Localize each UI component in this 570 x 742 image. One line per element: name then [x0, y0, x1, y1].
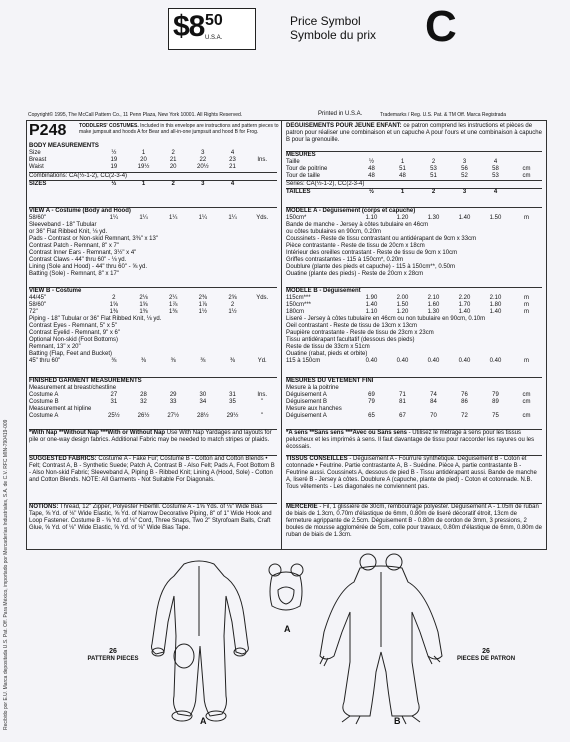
view-b-row: 44/45" 2 2⅛ 2¼ 2⅜ 2⅝ Yds.	[29, 295, 269, 301]
right-title: DEGUISEMENTS POUR JEUNE ENFANT:	[286, 123, 402, 129]
modele-a-note: Bande de manche - Jersey à côtes tubulaire en 46cm	[286, 222, 429, 228]
view-a-note: Contrast Claws - 44" thru 60" - ⅛ yd.	[29, 257, 127, 263]
mesures-title: MESURES	[286, 152, 316, 158]
series: Séries: CA(½-1-2), CC(2-3-4)	[286, 180, 542, 188]
sens-title: *A sens **Sans sens ***Avec ou Sans sens	[286, 430, 407, 436]
fini-section	[286, 377, 542, 420]
view-a-note: or 36" Flat Ribbed Knit, ⅛ yd.	[29, 229, 108, 235]
body-measurements	[29, 143, 277, 188]
modele-b-note: Ouatine (rabat, pieds et orbite)	[286, 351, 368, 357]
left-column	[26, 120, 282, 550]
fabrics-title: SUGGESTED FABRICS:	[29, 456, 97, 462]
mercerie-text: - Fil, 1 glissière de 30cm, rembourrage polyester. Déguisement A - 1.05m de ruban de biais de 1.3cm, 0.70m d'élastique de 6mm, 0.80m de liseré décoratif étroit, 13cm de fermeture agrippante de 2.5cm. Déguisement B - 0.80m de cordon de 3mm, 3 pressions, 2 boules de mousse agglomérée de 5cm, colle pour travaux, 0.80m d'élastique de 6mm, 0.80m de ruban de biais de 1.3cm.	[286, 504, 542, 538]
nap-section	[29, 429, 277, 444]
notions-text: Thread, 12" Zipper, Polyester Fiberfill. Costume A - 1⅝ Yds. of ⅛" Wide Bias Tape, ⅝ Yd. of ⅛" Wide Elastic, ⅝ Yd. of Narrow Decorative Piping, 8" of 1" Wide Hook and Loop Fastener. Costume B - ⅝ Yd. of ⅛" Cord, Three Snaps, Two 2" Styrofoam Balls, Craft Glue, ⅝ Yd. of ⅛" Wide Elastic, ⅝ Yd. of ⅛" Wide Bias Tape.	[29, 504, 272, 531]
mesure-row: Tour de taille 48 48 51 52 53 cm	[286, 173, 531, 179]
tissus-section	[286, 455, 542, 491]
trademark: Trademarks / Reg. U.S. Pat. & TM Off. Marca Registrada	[380, 112, 507, 118]
modele-b-row: 180cm 1.10 1.20 1.30 1.40 1.40 m	[286, 309, 529, 315]
bm-row: Waist 19 19½ 20 20½ 21	[29, 164, 236, 170]
batting-row: 45" thru 60" ⅜ ⅜ ⅜ ⅜ ⅜ Yd.	[29, 358, 267, 364]
view-b-note: Remnant, 13" x 20"	[29, 344, 81, 350]
modele-b-section	[286, 287, 542, 365]
illustration-area	[26, 552, 546, 738]
pattern-number: P248	[29, 122, 67, 139]
sens-text: - Utilisez le métrage à sens pour les tissus pelucheux et les imprimés à sens. Il faut davantage de tissu pour raccorder les rayures ou les écossais.	[286, 430, 535, 450]
fabrics-section	[29, 455, 277, 484]
left-title: TODDLERS' COSTUMES.	[79, 123, 139, 129]
pieces-de-patron-count: 26	[482, 648, 490, 655]
price-cents: 50	[205, 12, 223, 29]
finished-row: Costume B 31 32 33 34 35 "	[29, 399, 264, 405]
modele-b-row: 115cm*** 1.90 2.00 2.10 2.20 2.10 m	[286, 295, 529, 301]
price-box	[168, 8, 256, 50]
modele-b-note: Tissu antidérapant facultatif (dessous des pieds)	[286, 337, 415, 343]
bear-hood-drawing	[266, 562, 306, 616]
mesure-row: Tour de poitrine 48 51 53 56 58 cm	[286, 166, 531, 172]
label-b-costume: B	[394, 716, 401, 726]
right-intro: ce patron comprend les instructions et pièces de patron pour réaliser une combinaison et un capuche A pour l'ours et une combinaison à capuche B pour la grenouille.	[286, 123, 542, 143]
label-a-jumpsuit: A	[200, 716, 207, 726]
modele-a-title: MODELE A - Déguisement (corps et capuche)	[286, 208, 416, 214]
bm-row: Size ½ 1 2 3 4	[29, 150, 235, 156]
finished-measurements	[29, 377, 277, 420]
left-intro: Included in this envelope are instructions and pattern pieces to make jumpsuit and hoods A for Bear and all-in-one jumpsuit and hood B for Frog.	[79, 123, 279, 135]
combinations: Combinations: CA(½-1-2), CC(2-3-4)	[29, 172, 277, 180]
price-symbol-en: Price Symbol	[290, 14, 361, 28]
modele-b-note: Reste de tissu de 33cm x 51cm	[286, 344, 370, 350]
fini-title: MESURES DU VETEMENT FINI	[286, 378, 374, 384]
fini-row: Déguisement A 65 67 70 72 75 cm	[286, 413, 531, 419]
view-a-note: Lining (Sole and Hood) - 44" thru 60" - ⅝ yd.	[29, 264, 147, 270]
mesures-section	[286, 151, 542, 196]
copyright: Copyright© 1995, The McCall Pattern Co., 11 Penn Plaza, New York 10001. All Rights Reserved.	[28, 112, 243, 118]
view-b-title: VIEW B - Costume	[29, 288, 82, 294]
mesure-row: Taille ½ 1 2 3 4	[286, 159, 498, 165]
ouatine-row: 115 à 150cm 0.40 0.40 0.40 0.40 0.40 m	[286, 358, 529, 364]
fini-sub: Mesure à la poitrine	[286, 385, 339, 391]
modele-b-note: Paupière contrastante - Reste de tissu de 23cm x 23cm	[286, 330, 434, 336]
modele-b-note: Oeil contrastant - Reste de tissu de 13cm x 13cm	[286, 323, 418, 329]
view-b-row: 58/60" 1⅝ 1⅝ 1⅞ 1⅞ 2	[29, 302, 235, 308]
pattern-pieces-count: 26	[109, 648, 117, 655]
view-b-note: Batting (Flap, Feet and Bucket)	[29, 351, 113, 357]
printed-in: Printed in U.S.A.	[318, 111, 363, 117]
side-legal-text: Recibido por E.U. Marca depositada U.S. Pat. Off. Para México, importado por Mercaderías Industriales, S.A. de C.V. RFC MIN-790419-009	[3, 419, 9, 730]
mercerie-section	[286, 503, 542, 539]
fabrics-text: Costume A - Fake Fur; Costume B - Cotton and Cotton Blends • Felt; Contrast A, B - Synthetic Suede; Patch A, Contrast B - Also Felt; Pads A, Foot Bottom B - Also Non-skid Fabric; Sleeveband A, Piping B - Ribbed Knit; Lining A (Hood, Sole) - Cotton and Cotton Blends. NOTE: All Garments - Not Suitable For Diagonals.	[29, 456, 275, 483]
notions-title: NOTIONS:	[29, 504, 59, 510]
view-a-note: Batting (Sole) - Remnant, 8" x 17"	[29, 271, 119, 277]
finished-row: Costume A 27 28 29 30 31 Ins.	[29, 392, 268, 398]
view-a-title: VIEW A - Costume (Body and Hood)	[29, 208, 131, 214]
price-symbol-letter: C	[425, 2, 457, 51]
modele-a-note: Intérieur des oreilles contrastant - Reste de tissu de 9cm x 10cm	[286, 250, 458, 256]
view-b-note: Piping - 18" Tubular or 36" Flat Ribbed Knit, ⅛ yd.	[29, 316, 162, 322]
nap-text: Use With Nap Yardages and layouts for pile or one-way design fabrics. Additional Fabric may be needed to match stripes or plaids.	[29, 430, 272, 443]
modele-a-note: Doublure (plante des pieds et capuche) - 115 à 150cm**, 0.50m	[286, 264, 455, 270]
modele-a-section	[286, 207, 542, 278]
finished-row: Costume A 25½ 26½ 27½ 28½ 29½ "	[29, 413, 264, 419]
modele-a-note: Pièce contrastante - Reste de tissu de 20cm x 18cm	[286, 243, 425, 249]
bm-row: Breast 19 20 21 22 23 Ins.	[29, 157, 268, 163]
price-symbol-fr: Symbole du prix	[290, 28, 377, 42]
sens-section	[286, 429, 542, 451]
body-measurements-title: BODY MEASUREMENTS	[29, 143, 99, 149]
modele-b-note: Liseré - Jersey à côtes tubulaire en 46cm ou non tubulaire en 90cm, 0.10m	[286, 316, 486, 322]
view-b-note: Contrast Eyes - Remnant, 5" x 5"	[29, 323, 117, 329]
view-a-note: Pads - Contrast or Non-skid Remnant, 3⅜" x 13"	[29, 236, 158, 242]
modele-a-note: Ouatine (plante des pieds) - Reste de 20cm x 28cm	[286, 271, 424, 277]
nap-title: *With Nap **Without Nap ***With or Without Nap	[29, 430, 166, 436]
notions-section	[29, 503, 277, 532]
modele-b-row: 150cm*** 1.40 1.50 1.60 1.70 1.80 m	[286, 302, 529, 308]
tissus-text: - Déguisement A - Fourrure synthétique. Déguisement B - Coton et cotonnade • Feutrine. Partie contrastante A, B - Suédine. Pièce A, partie contrastante B - Feutrine aussi. Coussinets A, dessous de pied B - Tissu antidérapant aussi. Bande de manche A, liseré B - Jersey à côtes. Doublure A (capuche, plante de pied) - Coton et cotonnade. N.B. Tous vêtements - Les diagonales ne conviennent pas.	[286, 456, 537, 490]
view-b-note: Optional Non-skid (Foot Bottoms)	[29, 337, 119, 343]
view-a-row: 58/60" 1¼ 1¼ 1¼ 1¼ 1¼ Yds.	[29, 215, 269, 221]
view-a-note: Contrast Inner Ears - Remnant, 3½" x 4"	[29, 250, 137, 256]
right-column	[282, 120, 547, 550]
modele-a-note: Coussinets - Reste de tissu contrastant ou antidérapant de 9cm x 33cm	[286, 236, 477, 242]
pieces-de-patron-label: PIECES DE PATRON	[456, 656, 516, 662]
frog-costume-drawing	[316, 552, 446, 728]
view-a-section	[29, 207, 277, 278]
tissus-title: TISSUS CONSEILLES	[286, 456, 348, 462]
modele-b-title: MODELE B - Déguisement	[286, 288, 361, 294]
tailles-row: TAILLES ½ 1 2 3 4	[286, 188, 542, 196]
pattern-pieces-label: PATTERN PIECES	[87, 656, 139, 662]
fini-row: Déguisement A 69 71 74 76 79 cm	[286, 392, 531, 398]
fini-sub2: Mesure aux hanches	[286, 406, 342, 412]
modele-a-row: 150cm* 1.10 1.20 1.30 1.40 1.50 m	[286, 215, 529, 221]
price-dollars: $8	[173, 10, 205, 43]
price-currency: U.S.A.	[205, 35, 223, 41]
finished-sub: Measurement at breast/chestline	[29, 385, 117, 391]
modele-a-note: ou côtes tubulaires en 90cm, 0.20m	[286, 229, 382, 235]
view-b-row: 72" 1⅜ 1⅜ 1⅜ 1½ 1½	[29, 309, 237, 315]
finished-title: FINISHED GARMENT MEASUREMENTS	[29, 378, 142, 384]
mercerie-title: MERCERIE	[286, 504, 318, 510]
finished-sub2: Measurement at hipline	[29, 406, 92, 412]
view-a-note: Contrast Patch - Remnant, 8" x 7"	[29, 243, 119, 249]
view-b-note: Contrast Eyelid - Remnant, 9" x 6"	[29, 330, 120, 336]
bear-jumpsuit-drawing	[144, 556, 254, 732]
label-a-hood: A	[284, 624, 291, 634]
sizes-row: SIZES ½ 1 2 3 4	[29, 180, 277, 188]
modele-a-note: Griffes contrastantes - 115 à 150cm*, 0.20m	[286, 257, 404, 263]
view-b-section	[29, 287, 277, 365]
fini-row: Déguisement B 79 81 84 86 89 cm	[286, 399, 531, 405]
view-a-note: Sleeveband - 18" Tubular	[29, 222, 97, 228]
